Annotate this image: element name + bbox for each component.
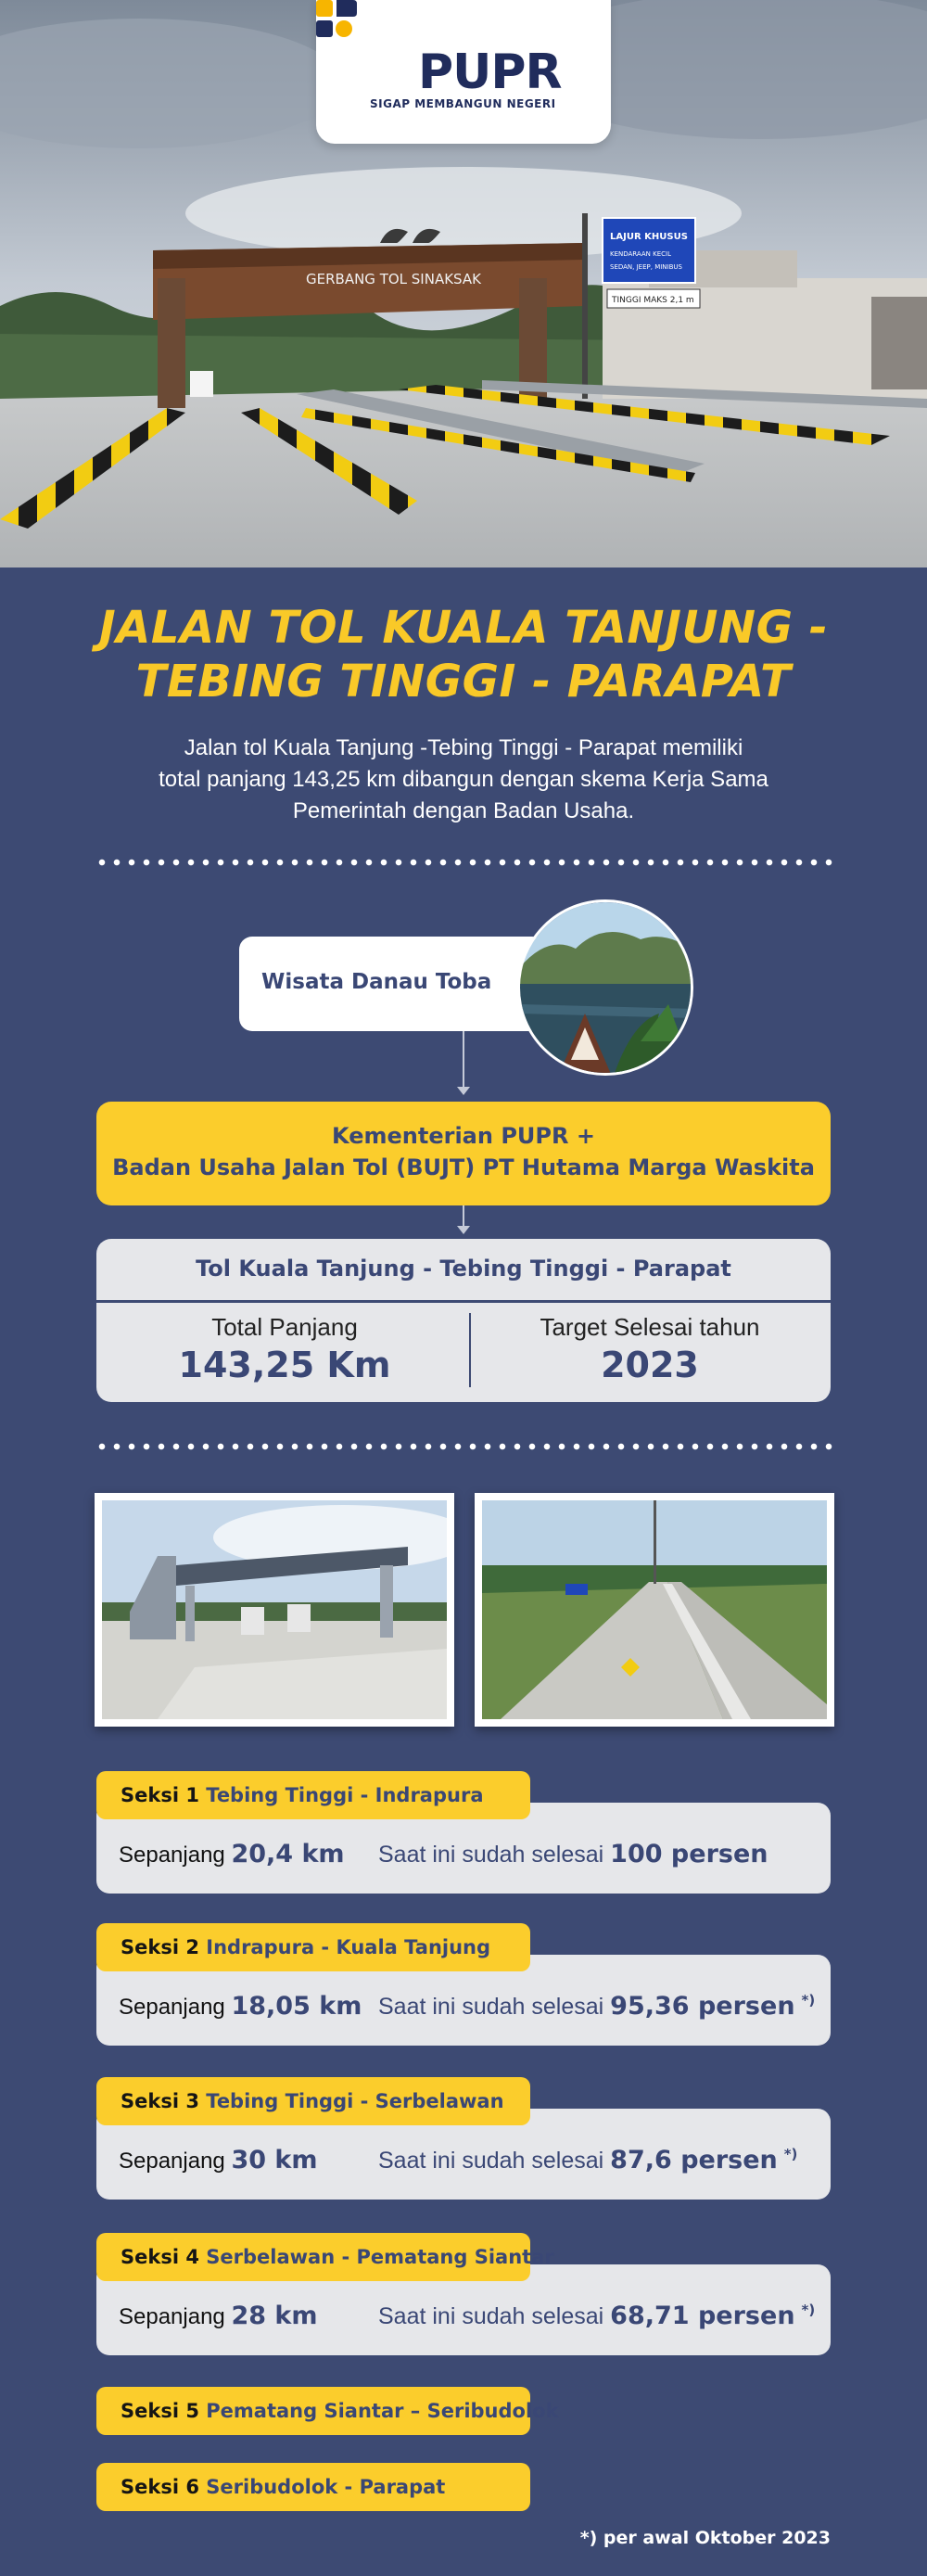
section-1-tab	[96, 1771, 530, 1819]
section-3-number: Seksi 3	[121, 2090, 199, 2112]
section-1-length: Sepanjang 20,4 km	[119, 1840, 345, 1868]
section-4-progress: Saat ini sudah selesai 68,71 persen *)	[378, 2302, 816, 2330]
logo-brand: PUPR	[418, 45, 562, 100]
road-name: Tol Kuala Tanjung - Tebing Tinggi - Parapat	[196, 1256, 731, 1282]
section-5-number: Seksi 5	[121, 2400, 199, 2422]
section-6-tab	[96, 2463, 530, 2511]
section-1-route: Tebing Tinggi - Indrapura	[206, 1784, 484, 1806]
hero-photo	[0, 0, 927, 567]
flow-connector	[463, 1205, 464, 1226]
section-5-route: Pematang Siantar – Seribudolok	[206, 2400, 559, 2422]
section-4-route: Serbelawan - Pematang Siantar	[206, 2246, 554, 2268]
page-title	[0, 601, 927, 708]
section-4-length: Sepanjang 28 km	[119, 2302, 318, 2330]
total-length-label: Total Panjang	[211, 1313, 358, 1341]
lane-sign-line2: KENDARAAN KECIL	[610, 250, 671, 258]
toll-road-photo	[475, 1493, 834, 1727]
section-6-route: Seribudolok - Parapat	[206, 2476, 446, 2498]
section-3-progress: Saat ini sudah selesai 87,6 persen *)	[378, 2146, 798, 2174]
toll-gate-photo-illustration	[102, 1500, 447, 1719]
target-year-value: 2023	[601, 1345, 699, 1385]
height-sign: TINGGI MAKS 2,1 m	[612, 296, 694, 305]
target-year-label: Target Selesai tahun	[540, 1313, 760, 1341]
flow-arrow-icon	[457, 1087, 470, 1095]
section-6-number: Seksi 6	[121, 2476, 199, 2498]
intro-line-3: Pemerintah dengan Badan Usaha.	[292, 798, 635, 823]
summary-divider	[96, 1300, 831, 1303]
lane-sign-line3: SEDAN, JEEP, MINIBUS	[610, 263, 682, 271]
title-line-1: JALAN TOL KUALA TANJUNG -	[98, 602, 829, 654]
intro-line-1: Jalan tol Kuala Tanjung -Tebing Tinggi - Parapat memiliki	[184, 735, 743, 760]
lake-toba-photo	[517, 899, 693, 1076]
total-length-value: 143,25 Km	[178, 1345, 391, 1385]
toll-gate-photo	[95, 1493, 454, 1727]
intro-line-2: total panjang 143,25 km dibangun dengan skema Kerja Sama	[159, 767, 768, 792]
section-4-tab	[96, 2233, 554, 2281]
partners-line-2: Badan Usaha Jalan Tol (BUJT) PT Hutama Marga Waskita	[112, 1154, 815, 1180]
intro-paragraph	[102, 733, 825, 827]
footnote: *) per awal Oktober 2023	[579, 2528, 831, 2548]
pupr-logo	[316, 0, 611, 144]
section-3-tab	[96, 2077, 530, 2125]
logo-tagline: SIGAP MEMBANGUN NEGERI	[370, 97, 556, 110]
partners-box	[96, 1102, 831, 1205]
destination-label: Wisata Danau Toba	[261, 970, 492, 994]
section-2-number: Seksi 2	[121, 1936, 199, 1958]
pupr-emblem-icon	[316, 0, 357, 37]
lake-photo-illustration	[520, 902, 693, 1076]
section-1-number: Seksi 1	[121, 1784, 199, 1806]
section-1-progress: Saat ini sudah selesai 100 persen	[378, 1840, 768, 1868]
title-line-2: TEBING TINGGI - PARAPAT	[135, 656, 792, 708]
lane-sign-line1: LAJUR KHUSUS	[610, 232, 688, 242]
gate-sign: GERBANG TOL SINAKSAK	[306, 271, 481, 287]
section-3-length: Sepanjang 30 km	[119, 2146, 318, 2174]
section-2-tab	[96, 1923, 530, 1971]
section-2-length: Sepanjang 18,05 km	[119, 1992, 362, 2021]
flow-arrow-icon	[457, 1226, 470, 1234]
section-3-route: Tebing Tinggi - Serbelawan	[206, 2090, 504, 2112]
dotted-divider	[95, 859, 832, 866]
destination-card	[239, 937, 545, 1031]
section-4-number: Seksi 4	[121, 2246, 199, 2268]
section-2-route: Indrapura - Kuala Tanjung	[206, 1936, 491, 1958]
toll-road-photo-illustration	[482, 1500, 827, 1719]
section-2-progress: Saat ini sudah selesai 95,36 persen *)	[378, 1992, 816, 2021]
dotted-divider	[95, 1443, 832, 1450]
partners-line-1: Kementerian PUPR +	[332, 1123, 595, 1149]
section-5-tab	[96, 2387, 559, 2435]
road-summary-box	[96, 1239, 831, 1402]
flow-connector	[463, 1031, 464, 1087]
